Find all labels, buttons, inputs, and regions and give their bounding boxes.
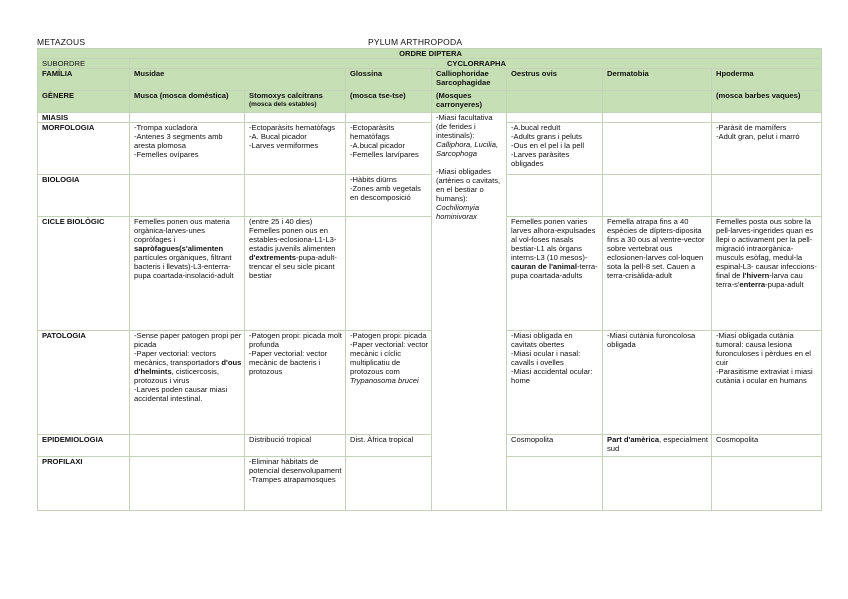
familia-dermatobia: Dermatobia [603, 69, 712, 91]
genere-row [38, 91, 822, 113]
genere-dermatobia [603, 91, 712, 113]
morfologia-row [38, 123, 822, 175]
familia-oestrus: Oestrus ovis [507, 69, 603, 91]
cicle-label: CICLE BIOLÒGIC [38, 217, 130, 331]
genere-musca: Musca (mosca domèstica) [130, 91, 245, 113]
suborder-value: CYCLORRAPHA [130, 59, 822, 69]
diptera-table [37, 48, 822, 511]
familia-musidae: Musidae [130, 69, 346, 91]
morfologia-stomoxys: -Ectoparàsits hematòfags -A. Bucal picador -Larves vermiformes [245, 123, 346, 175]
miasis-species-obligada: Cochiliomyia hominivorax [436, 203, 480, 221]
epidemiologia-dermatobia: Part d'amèrica, especialment sud [603, 435, 712, 457]
miasis-species-facultativa: Calliphora, Lucilia, Sarcophoga [436, 140, 499, 158]
profilaxi-stomoxys: -Eliminar hàbitats de potencial desenvolupament -Trampes atrapamosques [245, 457, 346, 511]
patologia-hipoderma: -Miasi obligada cutània tumoral: causa lesiona furonculoses i pèrdues en el cuir -Parasitisme extraviat i miasi cutània i ocular en humans [712, 331, 822, 435]
cicle-glossina [346, 217, 432, 331]
order-row [38, 49, 822, 59]
morfologia-glossina: -Ectoparàsits hematòfags -A.bucal picador -Femelles larvípares [346, 123, 432, 175]
familia-calliphoridae: Calliophoridae Sarcophagidae [432, 69, 507, 91]
patologia-dermatobia: -Miasi cutània furoncolosa obligada [603, 331, 712, 435]
familia-label: FAMÍLIA [38, 69, 130, 91]
patologia-stomoxys: -Patogen propi: picada molt profunda -Paper vectorial: vector mecànic de bacteris i protozous [245, 331, 346, 435]
familia-row [38, 69, 822, 91]
cicle-dermatobia: Femella atrapa fins a 40 espècies de dípters-diposita fins a 30 ous al ventre-vector sobre vertebrat ous eclosionen-larves col-loquen sota la pell-8 set. Cauen a terra-crisàlida-adult [603, 217, 712, 331]
morfologia-label: MORFOLOGIA [38, 123, 130, 175]
genere-stomoxys-name: Stomoxys calcitrans [249, 91, 323, 100]
genere-glossina: (mosca tse-tse) [346, 91, 432, 113]
header-left: METAZOUS [37, 37, 86, 47]
genere-hipoderma: (mosca barbes vaques) [712, 91, 822, 113]
epidemiologia-row [38, 435, 822, 457]
biologia-glossina: -Hàbits diürns -Zones amb vegetals en descomposició [346, 175, 432, 217]
familia-glossina: Glossina [346, 69, 432, 91]
miasis-label: MIASIS [38, 113, 130, 123]
genere-calliphoridae: (Mosques carronyeres) [432, 91, 507, 113]
profilaxi-row [38, 457, 822, 511]
patologia-row [38, 331, 822, 435]
biologia-row [38, 175, 822, 217]
cicle-stomoxys: (entre 25 i 40 dies) Femelles ponen ous en estables-eclosiona-L1-L3-estadis juvenils alimenten d'extrements-pupa-adult-trencar el seu sicle picant bestiar [245, 217, 346, 331]
epidemiologia-label: EPIDEMIOLOGIA [38, 435, 130, 457]
morfologia-musca: -Trompa xucladora -Antenes 3 segments amb aresta plomosa -Femelles ovípares [130, 123, 245, 175]
suborder-label: SUBORDRE [38, 59, 130, 69]
header-center: PYLUM ARTHROPODA [368, 37, 463, 47]
genere-stomoxys-common: (mosca dels estables) [249, 101, 317, 108]
cicle-row [38, 217, 822, 331]
miasis-row [38, 113, 822, 123]
genere-stomoxys [245, 91, 346, 113]
cicle-oestrus: Femelles ponen varies larves alhora-expulsades al vol-foses nasals bestiar-L1 als òrgans interns-L3 (10 mesos)-cauran de l'animal-terra-pupa coartada-adults [507, 217, 603, 331]
epidemiologia-glossina: Dist. Àfrica tropical [346, 435, 432, 457]
order-title: ORDRE DIPTERA [38, 49, 822, 59]
patologia-musca: -Sense paper patogen propi per picada -Paper vectorial: vectors mecànics, transportadors d'ous d'helmints, cisticercosis, protozous i virus -Larves poden causar miasi accidental intestinal. [130, 331, 245, 435]
profilaxi-label: PROFILAXI [38, 457, 130, 511]
suborder-row [38, 59, 822, 69]
epidemiologia-oestrus: Cosmopolita [507, 435, 603, 457]
patologia-glossina: -Patogen propi: picada -Paper vectorial: vector mecànic i cíclic multiplicatiu de protozous com Trypanosoma brucei [346, 331, 432, 435]
miasis-calliphoridae: -Miasi facultativa (de ferides i intestinals): Calliphora, Lucilia, Sarcophoga -Miasi obligades (artèries o cavitats, en el bestiar o humans): Cochiliomyia hominivorax [432, 113, 507, 511]
genere-label: GÈNERE [38, 91, 130, 113]
morfologia-oestrus: -A.bucal reduït -Adults grans i peluts -Ous en el pel i la pell -Larves paràsites obligades [507, 123, 603, 175]
cicle-hipoderma: Femelles posta ous sobre la pell-larves-ingerides quan es llepi o activament per la pell-migració intraorgànica-musculs esòfag, medul-la espinal-L3- causar infeccions-final de l'hivern-larva cau terra-s'enterra-pupa-adult [712, 217, 822, 331]
morfologia-hipoderma: -Paràsit de mamífers -Adult gran, pelut i marró [712, 123, 822, 175]
epidemiologia-hipoderma: Cosmopolita [712, 435, 822, 457]
epidemiologia-stomoxys: Distribució tropical [245, 435, 346, 457]
familia-hipoderma: Hpoderma [712, 69, 822, 91]
biologia-label: BIOLOGIA [38, 175, 130, 217]
morfologia-dermatobia [603, 123, 712, 175]
genere-oestrus [507, 91, 603, 113]
patologia-oestrus: -Miasi obligada en cavitats obertes -Miasi ocular i nasal: cavalls i ovelles -Miasi accidental ocular: home [507, 331, 603, 435]
patologia-label: PATOLOGIA [38, 331, 130, 435]
cicle-musca: Femelles ponen ous materia orgànica-larves-unes copròfages i sapròfagues(s'alimenten partícules orgàniques, filtrant bacteris i llevats)-L3-enterra-pupa coartada-insolació-adult [130, 217, 245, 331]
